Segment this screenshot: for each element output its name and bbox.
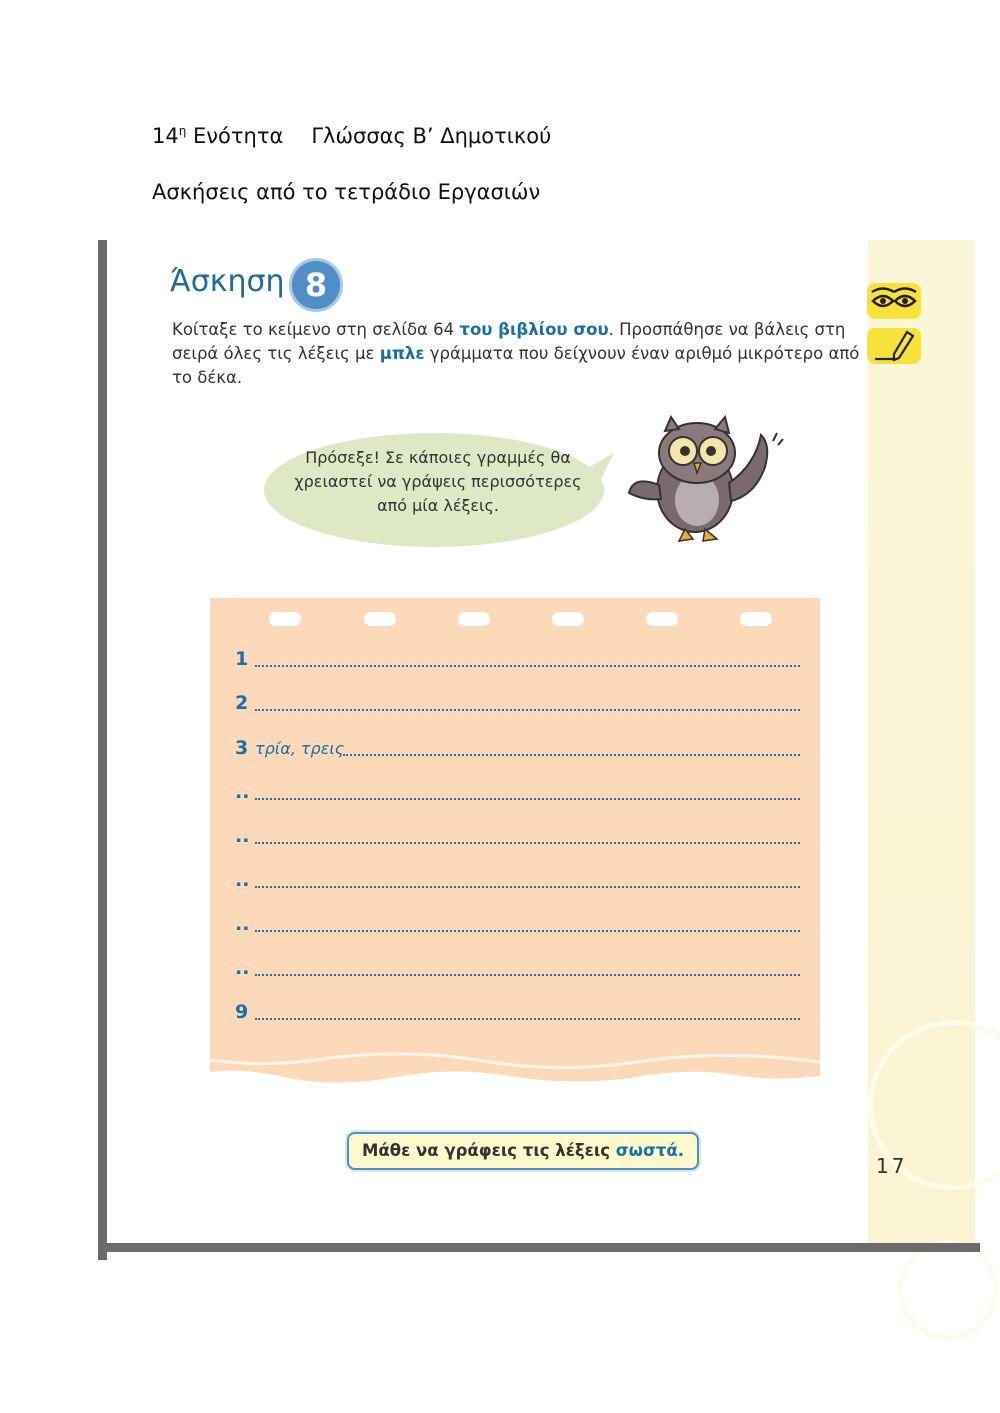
- answer-line[interactable]: [235, 1001, 800, 1023]
- answer-line[interactable]: [235, 913, 800, 935]
- paper-hole: [269, 612, 301, 626]
- paper-hole: [740, 612, 772, 626]
- paper-hole: [364, 612, 396, 626]
- page-border-left: [98, 240, 107, 1260]
- unit-word: Ενότητα: [193, 124, 284, 148]
- line-number: 2: [235, 692, 249, 714]
- dotted-line: [255, 665, 800, 667]
- line-number: ..: [235, 781, 250, 803]
- instructions-part: γράμματα που δείχνουν έναν αριθμό μικρότερο από το δέκα.: [172, 344, 860, 387]
- subtitle: Ασκήσεις από το τετράδιο Εργασιών: [152, 180, 541, 204]
- torn-edge: [210, 1038, 820, 1088]
- dotted-line: [255, 798, 800, 800]
- answer-line[interactable]: [235, 692, 800, 714]
- instructions-highlight: μπλε: [379, 344, 425, 363]
- unit-sup: η: [178, 124, 187, 138]
- unit-number: 14: [152, 124, 179, 148]
- sample-answer: τρία, τρεις: [255, 739, 345, 758]
- line-number: ..: [235, 825, 250, 847]
- paper-hole: [458, 612, 490, 626]
- dotted-line: [255, 842, 800, 844]
- tip-box: [347, 1132, 699, 1170]
- line-number: 9: [235, 1001, 249, 1023]
- paper-hole: [552, 612, 584, 626]
- dotted-line: [343, 754, 800, 756]
- answer-line[interactable]: [235, 737, 800, 759]
- pencil-icon: [867, 328, 921, 364]
- answer-line[interactable]: [235, 825, 800, 847]
- bubble-text: Πρόσεξε! Σε κάποιες γραμμές θα χρειαστεί να γράψεις περισσότερες από μία λέξεις.: [294, 448, 582, 515]
- line-number: ..: [235, 913, 250, 935]
- answer-line[interactable]: [235, 957, 800, 979]
- line-number: ..: [235, 957, 250, 979]
- dotted-line: [255, 709, 800, 711]
- answer-line[interactable]: [235, 781, 800, 803]
- eyes-icon: [867, 283, 921, 319]
- line-number: 1: [235, 648, 249, 670]
- owl-illustration: [625, 405, 785, 555]
- exercise-title: Άσκηση: [170, 264, 285, 299]
- page-border-bottom: [98, 1243, 980, 1252]
- page-number: 17: [876, 1154, 908, 1178]
- dotted-line: [255, 1018, 800, 1020]
- subject-label: Γλώσσας Β’ Δημοτικού: [311, 124, 552, 148]
- exercise-number-badge: 8: [289, 258, 343, 312]
- answer-line[interactable]: [235, 869, 800, 891]
- line-number: ..: [235, 869, 250, 891]
- decor-circle: [898, 1240, 998, 1340]
- paper-hole: [646, 612, 678, 626]
- tip-text: Μάθε να γράφεις τις λέξεις: [362, 1141, 616, 1160]
- instructions-part: Κοίταξε το κείμενο στη σελίδα 64: [172, 320, 460, 339]
- unit-heading: [152, 124, 551, 148]
- dotted-line: [255, 930, 800, 932]
- dotted-line: [255, 886, 800, 888]
- line-number: 3: [235, 737, 249, 759]
- instructions-part: . Προσπάθησε να βάλεις στη σειρά όλες τις λέξεις με: [172, 320, 846, 363]
- side-strip: [868, 240, 975, 1243]
- instructions: [172, 318, 862, 390]
- tip-highlight: σωστά.: [615, 1141, 684, 1160]
- instructions-highlight: του βιβλίου σου: [459, 320, 609, 339]
- answer-line[interactable]: [235, 648, 800, 670]
- dotted-line: [255, 974, 800, 976]
